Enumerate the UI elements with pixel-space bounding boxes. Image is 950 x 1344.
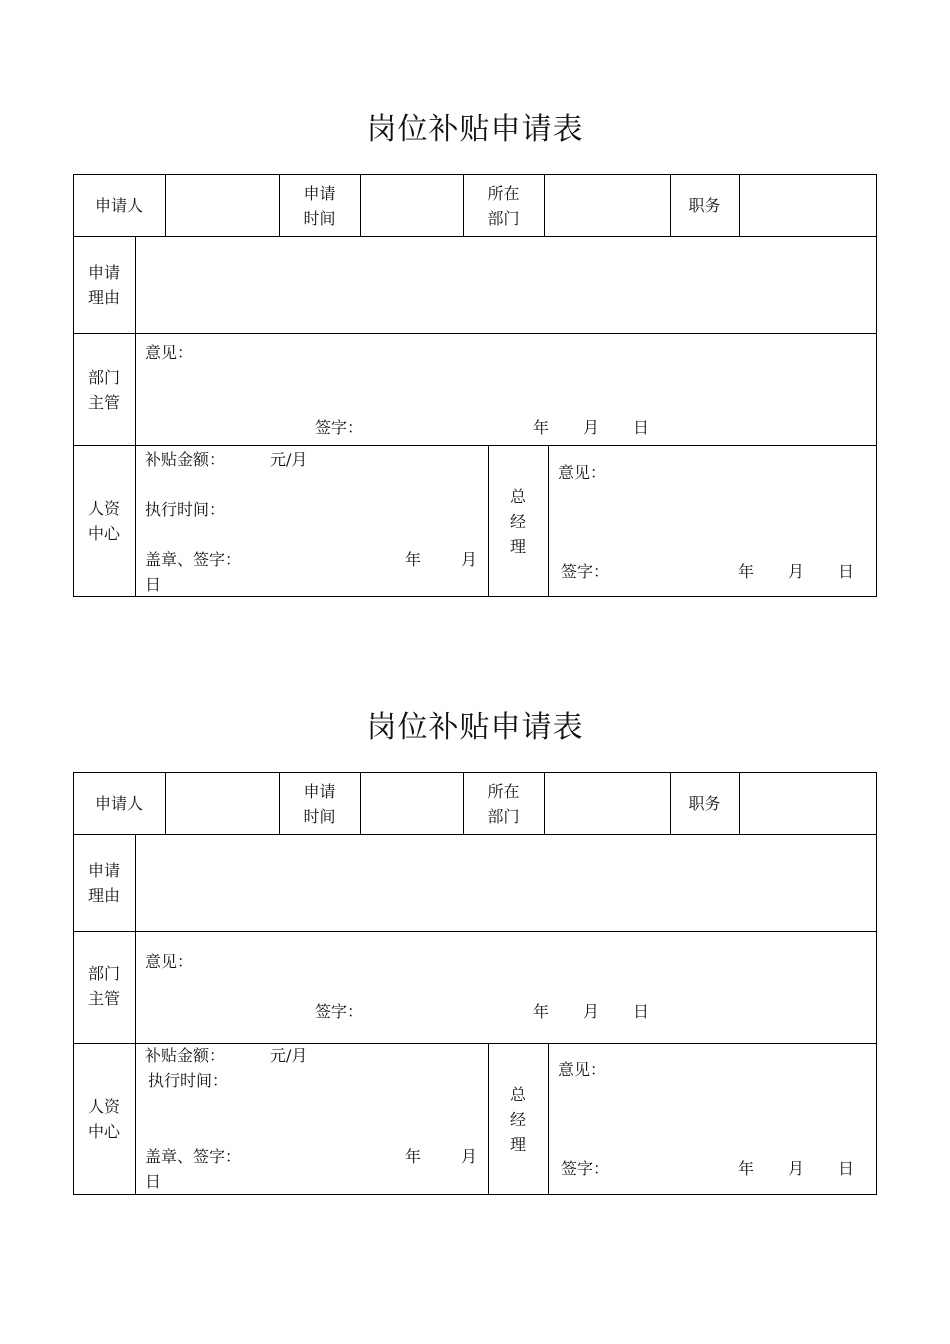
gm-label-char1: 总 (509, 1085, 526, 1104)
subsidy-amount-label: 补贴金额： (145, 450, 226, 469)
hr-seal-sign-label: 盖章、签字： (145, 1147, 242, 1166)
dept-head-label-line1: 部门 (87, 368, 120, 387)
reason-label-line1: 申请 (87, 861, 120, 880)
gm-month-label: 月 (788, 562, 805, 581)
gm-label-char2: 经 (509, 1110, 526, 1129)
department-field[interactable] (546, 773, 669, 833)
gm-label-char3: 理 (509, 537, 526, 556)
col-divider (544, 174, 545, 236)
position-field[interactable] (741, 175, 875, 235)
col-divider (544, 772, 545, 834)
dept-head-label-line2: 主管 (87, 393, 120, 412)
row-divider (73, 236, 877, 237)
hr-month-label: 月 (461, 550, 478, 569)
form-table (73, 174, 877, 597)
col-divider (360, 174, 361, 236)
col-divider (165, 772, 166, 834)
gm-year-label: 年 (738, 1159, 755, 1178)
table-border-bottom (73, 596, 877, 597)
hr-label-line1: 人资 (87, 499, 120, 518)
col-divider (165, 174, 166, 236)
subsidy-unit-label: 元/月 (270, 450, 308, 469)
dept-opinion-label: 意见： (145, 343, 194, 362)
applicant-field[interactable] (167, 175, 278, 235)
dept-opinion-label: 意见： (145, 952, 194, 971)
hr-label-line1: 人资 (87, 1097, 120, 1116)
dept-day-label: 日 (633, 418, 650, 437)
position-label: 职务 (688, 196, 721, 215)
table-border-bottom (73, 1194, 877, 1195)
table-border-right (876, 174, 877, 597)
reason-label-line2: 理由 (87, 886, 120, 905)
applicant-label: 申请人 (94, 196, 143, 215)
dept-head-label-line1: 部门 (87, 964, 120, 983)
dept-day-label: 日 (633, 1002, 650, 1021)
hr-month-label: 月 (461, 1147, 478, 1166)
hr-day-label: 日 (145, 575, 162, 594)
department-label-line2: 部门 (487, 209, 520, 228)
gm-opinion-label: 意见： (558, 463, 607, 482)
dept-month-label: 月 (583, 1002, 600, 1021)
table-border-right (876, 772, 877, 1195)
hr-year-label: 年 (405, 550, 422, 569)
apply-time-field[interactable] (362, 175, 462, 235)
exec-time-label: 执行时间： (145, 500, 226, 519)
apply-time-label-line1: 申请 (303, 782, 336, 801)
col-divider (135, 236, 136, 597)
apply-time-label-line1: 申请 (303, 184, 336, 203)
dept-month-label: 月 (583, 418, 600, 437)
gm-day-label: 日 (838, 562, 855, 581)
col-divider (360, 772, 361, 834)
form-title: 岗位补贴申请表 (366, 112, 584, 147)
hr-label-line2: 中心 (87, 1122, 120, 1141)
hr-year-label: 年 (405, 1147, 422, 1166)
dept-head-label-line2: 主管 (87, 989, 120, 1008)
row-divider (73, 834, 877, 835)
form-table (73, 772, 877, 1195)
gm-sign-label: 签字： (561, 1159, 610, 1178)
row-divider (73, 445, 877, 446)
col-divider (548, 1043, 549, 1195)
dept-sign-label: 签字： (315, 418, 364, 437)
col-divider (739, 772, 740, 834)
gm-year-label: 年 (738, 562, 755, 581)
gm-sign-label: 签字： (561, 562, 610, 581)
applicant-field[interactable] (167, 773, 278, 833)
gm-label-char1: 总 (509, 487, 526, 506)
col-divider (739, 174, 740, 236)
apply-time-label-line2: 时间 (303, 209, 336, 228)
reason-label-line2: 理由 (87, 288, 120, 307)
form-title: 岗位补贴申请表 (366, 710, 584, 745)
col-divider (548, 445, 549, 597)
gm-day-label: 日 (838, 1159, 855, 1178)
position-field[interactable] (741, 773, 875, 833)
reason-field[interactable] (137, 238, 875, 332)
apply-time-field[interactable] (362, 773, 462, 833)
apply-time-label-line2: 时间 (303, 807, 336, 826)
hr-seal-sign-label: 盖章、签字： (145, 550, 242, 569)
gm-label-char3: 理 (509, 1135, 526, 1154)
gm-label-char2: 经 (509, 512, 526, 531)
gm-opinion-label: 意见： (558, 1060, 607, 1079)
subsidy-unit-label: 元/月 (270, 1046, 308, 1065)
subsidy-amount-label: 补贴金额： (145, 1046, 226, 1065)
row-divider (73, 333, 877, 334)
hr-label-line2: 中心 (87, 524, 120, 543)
department-label-line1: 所在 (487, 782, 520, 801)
gm-month-label: 月 (788, 1159, 805, 1178)
dept-sign-label: 签字： (315, 1002, 364, 1021)
row-divider (73, 931, 877, 932)
col-divider (135, 834, 136, 1195)
dept-year-label: 年 (533, 418, 550, 437)
exec-time-label: 执行时间： (148, 1071, 229, 1090)
applicant-label: 申请人 (94, 794, 143, 813)
reason-label-line1: 申请 (87, 263, 120, 282)
hr-day-label: 日 (145, 1172, 162, 1191)
department-label-line2: 部门 (487, 807, 520, 826)
department-label-line1: 所在 (487, 184, 520, 203)
position-label: 职务 (688, 794, 721, 813)
reason-field[interactable] (137, 836, 875, 930)
dept-year-label: 年 (533, 1002, 550, 1021)
department-field[interactable] (546, 175, 669, 235)
